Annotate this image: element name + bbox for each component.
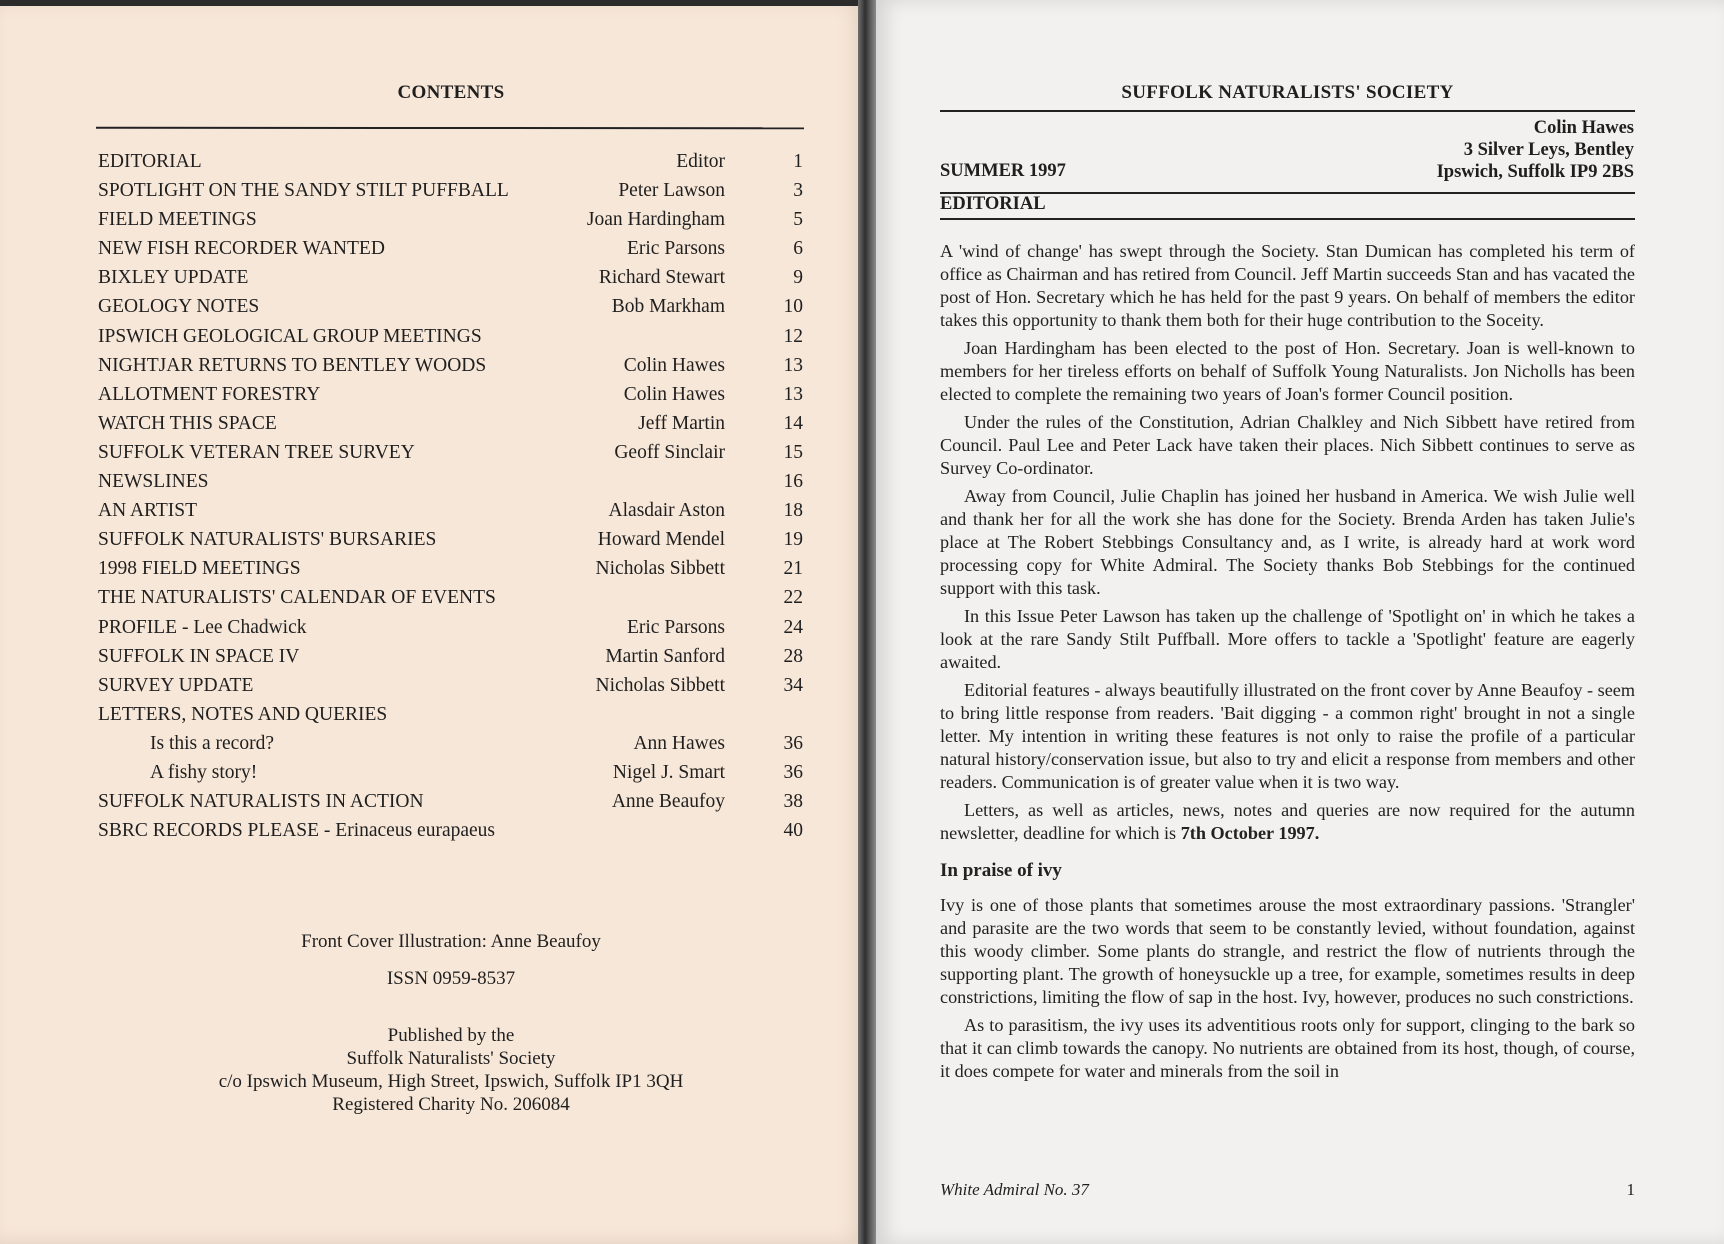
cover-credit: Front Cover Illustration: Anne Beaufoy	[301, 931, 601, 952]
toc-entry-page: 13	[783, 354, 803, 376]
toc-entry-title: A fishy story!	[150, 761, 258, 783]
header-rule	[940, 110, 1635, 112]
deadline-date: 7th October 1997.	[1180, 823, 1320, 843]
toc-entry-page: 21	[783, 558, 803, 580]
toc-entry-title: SUFFOLK NATURALISTS' BURSARIES	[98, 529, 437, 551]
address-line: Ipswich, Suffolk IP9 2BS	[1436, 162, 1634, 182]
contents-title: CONTENTS	[397, 82, 505, 103]
toc-entry-title: Is this a record?	[150, 732, 274, 754]
toc-entry	[98, 729, 803, 758]
toc-entry-page: 1	[793, 151, 803, 172]
publisher-name: Suffolk Naturalists' Society	[346, 1048, 556, 1069]
toc-entry-title: ALLOTMENT FORESTRY	[98, 383, 321, 405]
issue-label: SUMMER 1997	[940, 161, 1066, 181]
toc-entry-author: Jeff Martin	[638, 412, 725, 434]
toc-entry	[98, 351, 803, 380]
toc-entry-author: Geoff Sinclair	[614, 441, 725, 463]
toc-entry-title: EDITORIAL	[98, 151, 202, 172]
editor-address	[1437, 117, 1634, 183]
toc-entry	[98, 642, 803, 671]
toc-entry-author: Howard Mendel	[597, 529, 725, 551]
toc-entry	[98, 525, 803, 554]
toc-entry-author: Peter Lawson	[618, 180, 725, 202]
toc-entry-title: SUFFOLK VETERAN TREE SURVEY	[98, 441, 415, 463]
published-by: Published by the	[387, 1025, 515, 1046]
toc-entry	[98, 671, 803, 700]
toc-entry-title: SUFFOLK IN SPACE IV	[98, 645, 300, 667]
toc-entry	[98, 496, 803, 525]
editorial-body	[940, 240, 1635, 1088]
toc-entry-page: 13	[783, 383, 803, 405]
toc-entry-title: PROFILE - Lee Chadwick	[98, 616, 307, 638]
toc-entry-author: Alasdair Aston	[608, 500, 725, 522]
toc-entry-author: Nicholas Sibbett	[595, 674, 725, 696]
toc-entry	[98, 147, 803, 176]
contents-rule	[96, 127, 804, 130]
society-title: SUFFOLK NATURALISTS' SOCIETY	[1121, 82, 1454, 103]
toc-entry-author: Bob Markham	[611, 296, 725, 318]
toc-entry-page: 5	[793, 209, 803, 231]
footer-page-number: 1	[1626, 1180, 1635, 1199]
toc-entry-page: 22	[783, 587, 803, 609]
toc-entry	[98, 409, 803, 438]
page-footer	[940, 1180, 1635, 1200]
toc-entry	[98, 787, 803, 816]
toc-entry	[98, 700, 803, 729]
toc-entry-author: Colin Hawes	[623, 354, 725, 376]
toc-entry	[98, 322, 803, 351]
toc-entry	[98, 438, 803, 467]
toc-entry-page: 36	[783, 732, 803, 754]
section-heading: EDITORIAL	[940, 194, 1046, 214]
toc-entry-title: NIGHTJAR RETURNS TO BENTLEY WOODS	[98, 354, 487, 376]
deadline-text: Letters, as well as articles, news, notes and queries are now required for the autumn newsletter, deadline for which is	[940, 800, 1635, 843]
toc-entry-page: 12	[783, 325, 803, 347]
charity-number: Registered Charity No. 206084	[332, 1094, 570, 1115]
toc-entry-author: Nigel J. Smart	[612, 761, 725, 783]
editorial-paragraph: A 'wind of change' has swept through the Society. Stan Dumican has completed his term of office as Chairman and has retired from Council. Jeff Martin succeeds Stan and has vacated the post of Hon. Secretary which he has held for the past 9 years. On behalf of members the editor takes this opportunity to thank them both for their huge contribution to the Soceity.	[940, 241, 1635, 330]
toc-entry	[98, 292, 803, 321]
toc-entry-title: WATCH THIS SPACE	[98, 412, 277, 434]
toc-entry	[98, 263, 803, 292]
toc-entry-author: Colin Hawes	[623, 383, 725, 405]
publisher-address: c/o Ipswich Museum, High Street, Ipswich, Suffolk IP1 3QH	[218, 1071, 684, 1092]
address-line: Colin Hawes	[1533, 118, 1634, 138]
toc-entry	[98, 554, 803, 583]
toc-entry	[98, 613, 803, 642]
toc-entry-author: Martin Sanford	[605, 645, 725, 667]
toc-entry-title: SURVEY UPDATE	[98, 674, 254, 696]
ivy-paragraph: Ivy is one of those plants that sometimes arouse the most extraordinary passions. 'Strangler' and parasite are the two words that seem to be constantly levied, without foundation, against this woody climber. Some plants do strangle, and restrict the flow of nutrients through the supporting plant. The growth of honeysuckle up a tree, for example, sometimes results in deep constrictions, limiting the flow of sap in the host. Ivy, however, produces no such constrictions.	[940, 895, 1635, 1007]
toc-entry-author: Ann Hawes	[633, 732, 725, 754]
toc-entry-page: 40	[783, 820, 803, 842]
table-of-contents	[98, 147, 803, 845]
toc-entry-page: 3	[793, 180, 803, 202]
toc-entry-page: 38	[783, 791, 803, 813]
toc-entry-author: Anne Beaufoy	[611, 791, 725, 813]
toc-entry	[98, 205, 803, 234]
toc-entry-title: FIELD MEETINGS	[98, 209, 257, 231]
toc-entry-title: NEW FISH RECORDER WANTED	[98, 238, 385, 260]
footer-publication: White Admiral No. 37	[940, 1180, 1089, 1199]
section-rule-bottom	[940, 218, 1635, 220]
address-line: 3 Silver Leys, Bentley	[1463, 140, 1634, 160]
toc-entry	[98, 583, 803, 612]
toc-entry-page: 28	[783, 645, 803, 667]
toc-entry-title: LETTERS, NOTES AND QUERIES	[98, 703, 388, 725]
toc-entry	[98, 467, 803, 496]
article-subheading: In praise of ivy	[940, 860, 1062, 881]
toc-entry-page: 15	[783, 441, 803, 463]
toc-entry-title: SUFFOLK NATURALISTS IN ACTION	[98, 791, 424, 813]
toc-entry-title: BIXLEY UPDATE	[98, 267, 249, 289]
toc-entry	[98, 234, 803, 263]
toc-entry	[98, 176, 803, 205]
toc-entry-author: Nicholas Sibbett	[595, 558, 725, 580]
toc-entry-page: 16	[783, 471, 803, 493]
toc-entry-title: SPOTLIGHT ON THE SANDY STILT PUFFBALL	[98, 180, 509, 202]
toc-entry-page: 6	[793, 238, 803, 260]
toc-entry	[98, 380, 803, 409]
editorial-paragraph: Editorial features - always beautifully illustrated on the front cover by Anne Beaufoy - seem to bring little response from readers. 'Bait digging - a common right' brought in not a single letter. My intention in writing these features is not only to raise the profile of a particular natural history/conservation issue, but also to try and elicit a response from members and other readers. Communication is of greater value when it is two way.	[940, 680, 1635, 792]
toc-entry-author: Editor	[676, 151, 725, 172]
toc-entry-page: 14	[783, 412, 803, 434]
toc-entry-page: 10	[783, 296, 803, 318]
toc-entry-title: IPSWICH GEOLOGICAL GROUP MEETINGS	[98, 325, 482, 347]
toc-entry-author: Joan Hardingham	[586, 209, 725, 231]
toc-entry-author: Eric Parsons	[626, 616, 725, 638]
editorial-paragraph: Joan Hardingham has been elected to the post of Hon. Secretary. Joan is well-known to members for her tireless efforts on behalf of Suffolk Young Naturalists. Jon Nicholls has been elected to complete the remaining two years of Joan's former Council position.	[940, 338, 1635, 404]
toc-entry-author: Richard Stewart	[598, 267, 725, 289]
editorial-paragraph: In this Issue Peter Lawson has taken up the challenge of 'Spotlight on' in which he takes a look at the rare Sandy Stilt Puffball. More offers to tackle a 'Spotlight' feature are eagerly awaited.	[940, 606, 1635, 672]
book-gutter	[858, 0, 876, 1244]
toc-entry-title: NEWSLINES	[98, 471, 209, 493]
publication-credits	[96, 930, 806, 1116]
editorial-paragraph: Away from Council, Julie Chaplin has joined her husband in America. We wish Julie well and thank her for all the work she has done for the Society. Brenda Arden has taken Julie's place at The Robert Stebbings Consultancy and, as I write, is already hard at work word processing copy for White Admiral. The Society thanks Bob Stebbings for the continued support with this task.	[940, 486, 1635, 598]
toc-entry	[98, 758, 803, 787]
toc-entry-page: 36	[783, 761, 803, 783]
toc-entry-title: THE NATURALISTS' CALENDAR OF EVENTS	[98, 587, 496, 609]
toc-entry-title: 1998 FIELD MEETINGS	[98, 558, 301, 580]
toc-entry-page: 24	[783, 616, 803, 638]
toc-entry	[98, 816, 803, 845]
toc-entry-page: 9	[793, 267, 803, 289]
deadline-paragraph	[940, 799, 1635, 845]
toc-entry-title: AN ARTIST	[98, 500, 198, 522]
editorial-paragraph: Under the rules of the Constitution, Adrian Chalkley and Nich Sibbett have retired from Council. Paul Lee and Peter Lack have taken their places. Nich Sibbett continues to serve as Survey Co-ordinator.	[940, 412, 1635, 478]
toc-entry-title: GEOLOGY NOTES	[98, 296, 260, 318]
ivy-paragraph: As to parasitism, the ivy uses its adventitious roots only for support, clinging to the bark so that it can climb towards the canopy. No nutrients are obtained from its host, though, of course, it does compete for water and minerals from the soil in	[940, 1015, 1635, 1081]
toc-entry-author: Eric Parsons	[626, 238, 725, 260]
toc-entry-title: SBRC RECORDS PLEASE - Erinaceus eurapaeus	[98, 820, 496, 842]
toc-entry-page: 18	[783, 500, 803, 522]
toc-entry-page: 34	[783, 674, 803, 696]
toc-entry-page: 19	[783, 529, 803, 551]
issn: ISSN 0959-8537	[386, 968, 516, 989]
